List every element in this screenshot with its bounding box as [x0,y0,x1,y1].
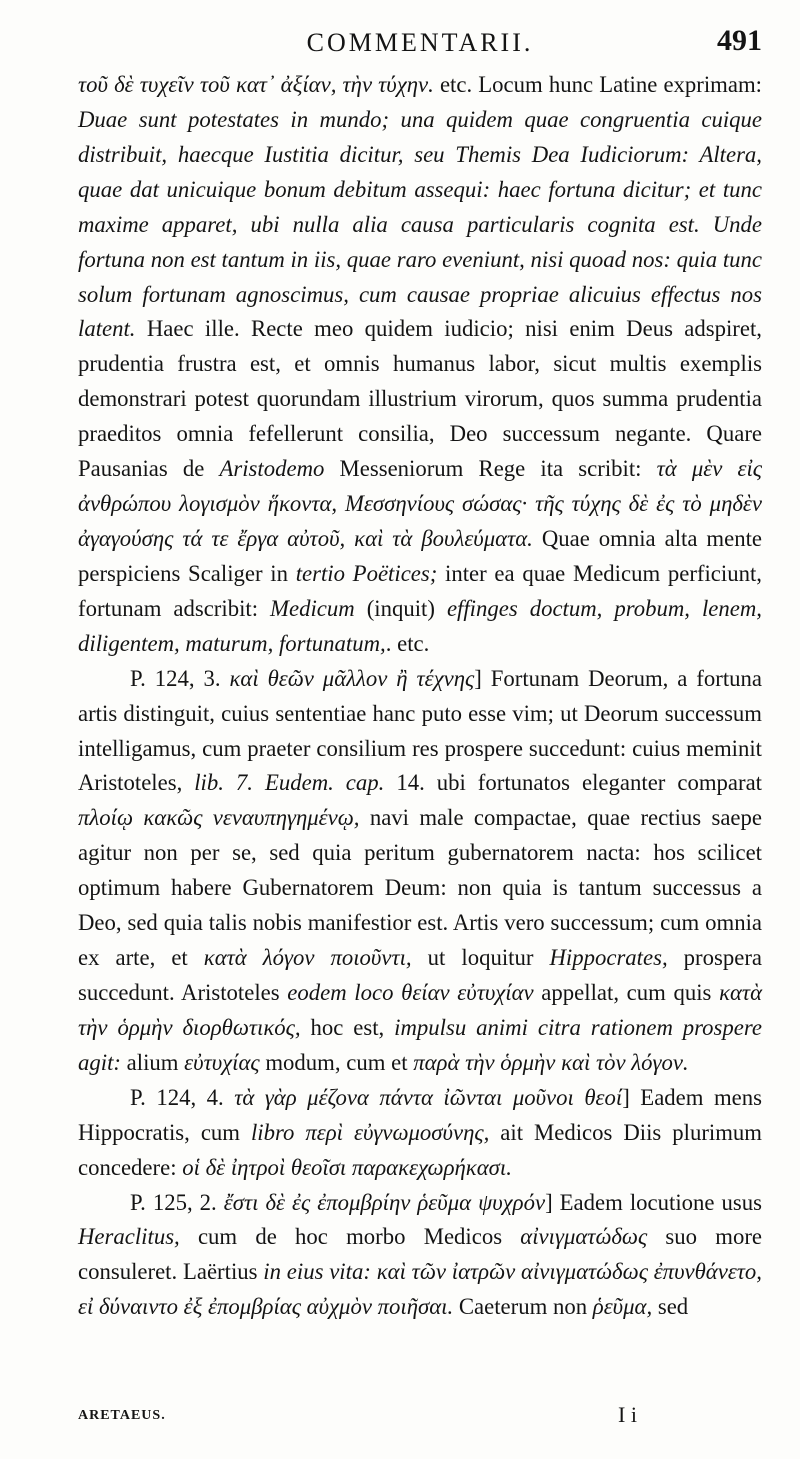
greek-quotation: καὶ τῶν ἰατρῶν αἰνιγματώδως ἐπυνθάνετο, εἰ δύναιντο ἐξ ἐπομβρίας αὐχμὸν ποιῆσαι. [78,1259,762,1320]
greek-quotation: παρὰ τὴν ὁρμὴν καὶ τὸν λόγον. [413,1049,689,1075]
text-run: P. 124, 3. [130,665,230,691]
greek-quotation: ἔστι δὲ ἐς ἐπομβρίην ῥεῦμα ψυχρόν [223,1189,546,1215]
greek-quotation: ῥεῦμα, [592,1294,653,1320]
signature-mark: ARETAEUS. [78,1408,166,1423]
text-run: prospera succedunt. Aristoteles [78,945,763,1005]
text-run: Messeniorum Rege ita scribit: [324,456,657,482]
italic-text: Heraclitus, [78,1224,180,1250]
greek-quotation: αἰνιγματώδως [520,1224,648,1250]
italic-text: in eius vita: [263,1259,371,1285]
text-run: inter ea quae Medicum perficiunt, fortunam adscribit: [78,560,762,621]
page-header [78,20,762,68]
text-run: P. 125, 2. [130,1189,224,1215]
text-run: etc. Locum hunc Latine exprimam: [433,72,762,97]
paragraph [78,1186,762,1326]
greek-quotation: κατὰ λόγον ποιοῦντι, [203,945,412,971]
text-run: Quae omnia alta mente perspiciens Scaliger in [78,525,762,586]
text-run: hoc est, [300,1014,395,1040]
paragraph [78,662,762,1081]
gathering-mark: I i [618,1402,637,1427]
text-run: Haec ille. Recte meo quidem iudicio; nisi enim Deus adspiret, prudentia frustra est, et omnis humanus labor, sicut multis exemplis demonstrari potest quorundam illustrium virorum, quos summa prudentia praeditos omnia fefellerunt consilia, Deo successum negante. Quare Pausanias de [78,316,762,482]
text-run: 14. ubi fortunatos eleganter comparat [384,770,762,796]
commentary-text [78,68,762,1325]
italic-text: impulsu animi citra rationem prospere agit: [78,1014,762,1075]
italic-text: eodem loco [287,979,394,1005]
text-run: cum de hoc morbo Medicos [179,1224,521,1250]
text-run: ait Medicos Diis plurimum concedere: [78,1119,762,1180]
text-run: P. 124, 4. [130,1084,235,1110]
text-run: ut loquitur [411,945,550,971]
page-footer [78,1402,762,1432]
greek-quotation: τὰ μὲν εἰς ἀνθρώπου λογισμὸν ἥκοντα, Μεσσηνίους σώσας· τῆς τύχης δὲ ἐς τὸ μηδὲν ἀγαγούσης τά τε ἔργα αὐτοῦ, καὶ τὰ βουλεύματα. [78,456,762,551]
greek-quotation: θείαν εὐτυχίαν [401,979,534,1005]
greek-quotation: περὶ εὐγνωμοσύνης, [305,1119,490,1145]
italic-text: tertio Poëtices; [295,560,438,586]
text-run: navi male compactae, quae rectius saepe agitur non per se, sed quia peritum gubernatorem nacta: hos scilicet optimum habere Gubernatorem Deum: non quia is tantum successus a Deo, sed quia talis nobis manifestior est. Artis vero successum; cum omnia ex arte, et [78,805,762,971]
paragraph [78,68,762,662]
greek-quotation: πλοίῳ κακῶς νεναυπηγημένῳ, [78,805,360,831]
greek-quotation: εὐτυχίας [184,1049,260,1075]
text-run: ] Eadem mens Hippocratis, cum [78,1084,762,1145]
text-run: ] Eadem locutione usus [545,1189,762,1215]
text-run: (inquit) [354,595,447,621]
running-title: COMMENTARII. [306,28,534,57]
text-run: alium [120,1049,185,1075]
text-run: modum, cum et [259,1049,414,1075]
text-run [393,980,401,1005]
italic-text: Medicum [270,595,355,621]
italic-text: lib. 7. Eudem. cap. [194,770,385,796]
italic-text: effinges doctum, probum, lenem, diligentem, maturum, fortunatum, [78,595,762,656]
italic-text: Aristodemo [219,456,325,482]
italic-text: libro [250,1119,295,1145]
paragraph [78,1081,762,1186]
page-number: 491 [717,24,762,57]
greek-quotation: καὶ θεῶν μᾶλλον ἢ τέχνης [229,665,475,691]
text-run: suo more consuleret. Laërtius [78,1224,762,1285]
greek-quotation: οἱ δὲ ἰητροὶ θεοῖσι παρακεχωρήκασι. [182,1154,512,1180]
greek-quotation: τὰ γὰρ μέζονα πάντα ἰῶνται μοῦνοι θεοί [234,1084,623,1110]
text-run: sed [652,1294,689,1320]
text-run: ] Fortunam Deorum, a fortuna artis distinguit, cuius sententiae hanc puto esse vim; ut Deorum successum intelligamus, cum praeter consilium res prospere succedunt: cuius meminit Aristoteles, [78,665,762,796]
italic-text: Duae sunt potestates in mundo; una quidem quae congruentia cuique distribuit, haecque Iustitia dicitur, seu Themis Dea Iudiciorum: Altera, quae dat unicuique bonum debitum assequi: haec fortuna dicitur; et tunc maxime apparet, ubi nulla alia causa particularis cognita est. Unde fortuna non est tantum in iis, quae raro eveniunt, nisi quoad nos: quia tunc solum fortunam agnoscimus, cum causae propriae alicuius effectus nos latent. [78,106,762,342]
text-run: . etc. [385,630,430,656]
greek-quotation: τοῦ δὲ τυχεῖν τοῦ κατ᾽ ἀξίαν, τὴν τύχην. [78,72,434,97]
italic-text: Hippocrates, [549,945,668,971]
text-run: Caeterum non [453,1294,593,1320]
greek-quotation: κατὰ τὴν ὁρμὴν διορθωτικός, [78,979,763,1040]
text-run [294,1120,305,1145]
text-run: appellat, cum quis [533,979,720,1005]
